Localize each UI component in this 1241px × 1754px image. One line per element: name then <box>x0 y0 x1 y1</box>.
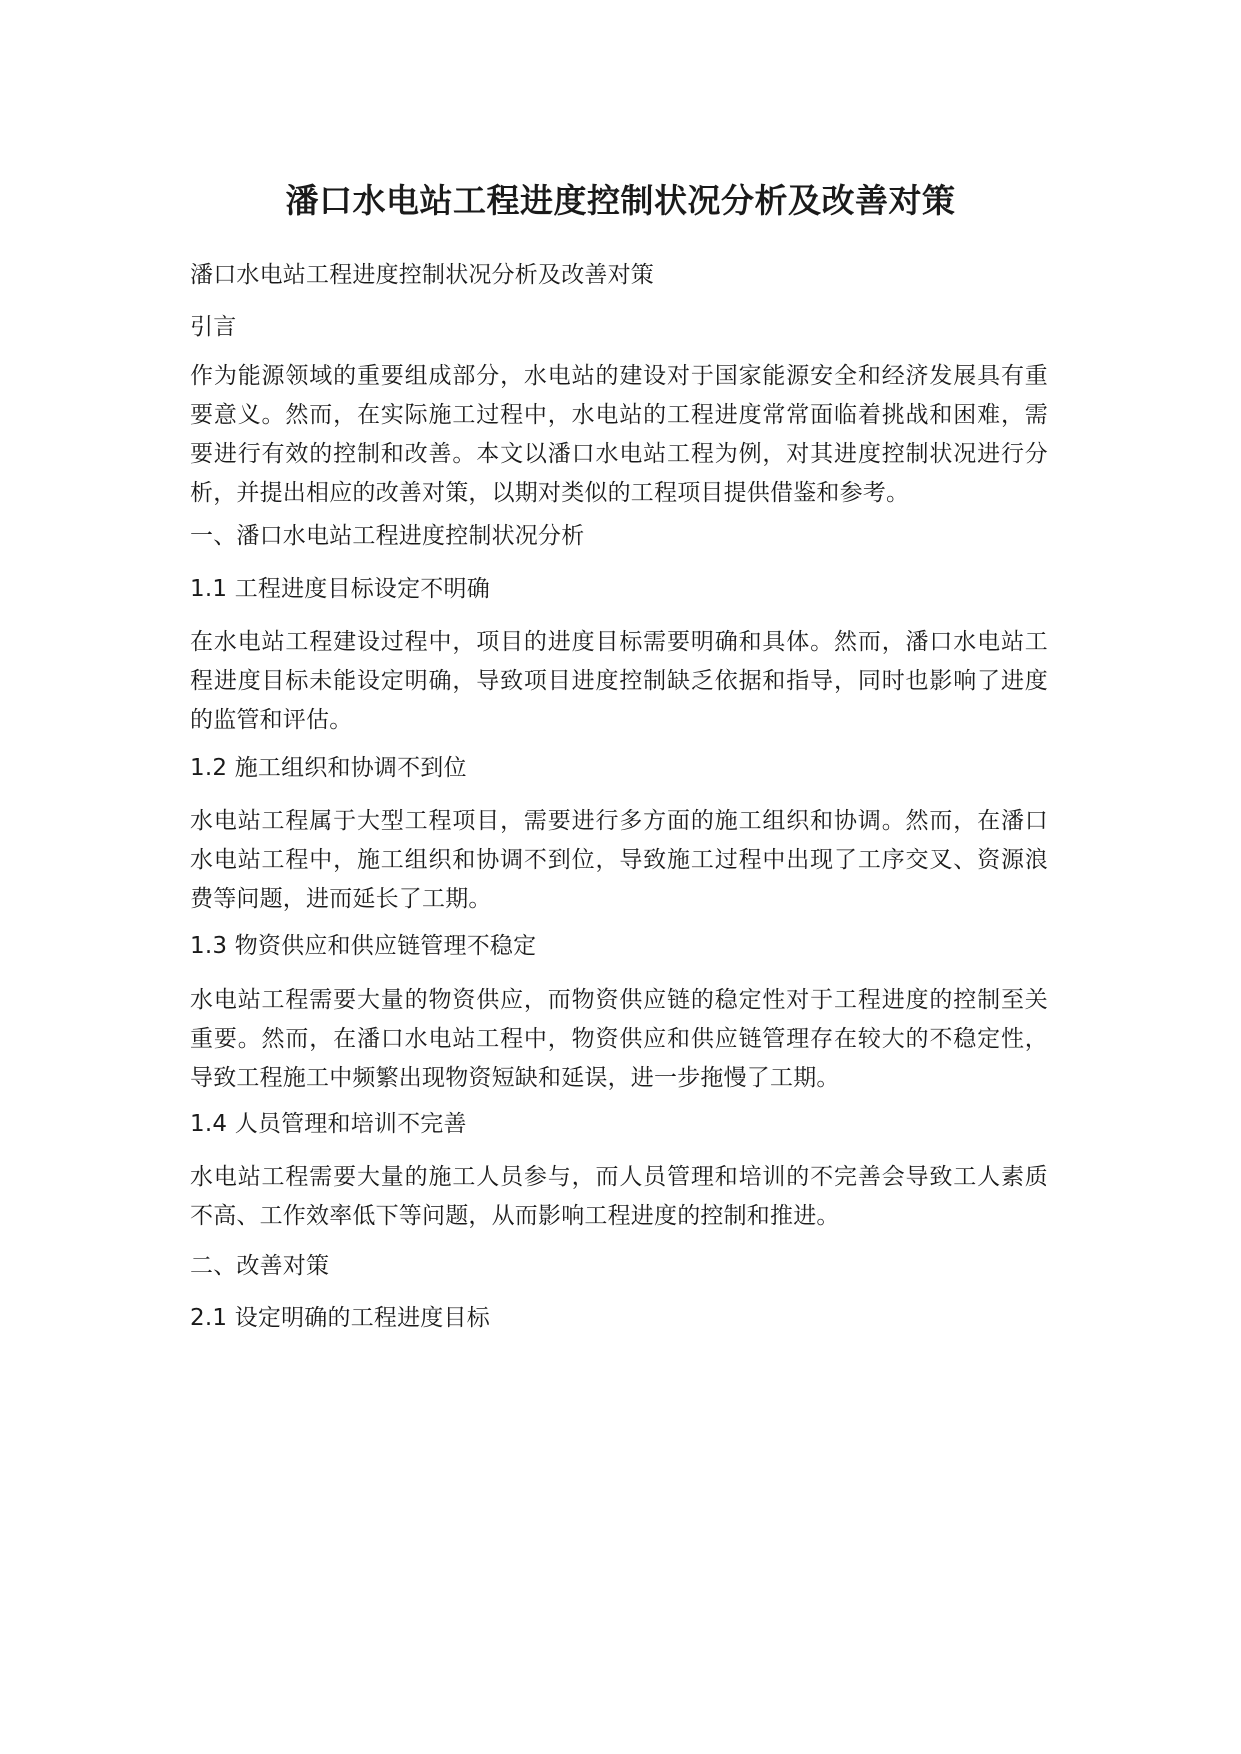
section-1-1-paragraph: 在水电站工程建设过程中，项目的进度目标需要明确和具体。然而，潘口水电站工程进度目标未能设定明确，导致项目进度控制缺乏依据和指导，同时也影响了进度的监管和评估。 <box>190 629 1048 733</box>
section-1-heading: 一、潘口水电站工程进度控制状况分析 <box>190 523 585 549</box>
section-1-2-paragraph: 水电站工程属于大型工程项目，需要进行多方面的施工组织和协调。然而，在潘口水电站工程中，施工组织和协调不到位，导致施工过程中出现了工序交叉、资源浪费等问题，进而延长了工期。 <box>190 808 1048 912</box>
document-subtitle: 潘口水电站工程进度控制状况分析及改善对策 <box>190 262 654 288</box>
section-1-4-heading: 1.4 人员管理和培训不完善 <box>190 1111 467 1137</box>
section-2-1-heading: 2.1 设定明确的工程进度目标 <box>190 1305 490 1331</box>
intro-paragraph: 作为能源领域的重要组成部分，水电站的建设对于国家能源安全和经济发展具有重要意义。然而，在实际施工过程中，水电站的工程进度常常面临着挑战和困难，需要进行有效的控制和改善。本文以潘口水电站工程为例，对其进度控制状况进行分析，并提出相应的改善对策，以期对类似的工程项目提供借鉴和参考。 <box>190 363 1048 506</box>
section-1-4-paragraph: 水电站工程需要大量的施工人员参与，而人员管理和培训的不完善会导致工人素质不高、工作效率低下等问题，从而影响工程进度的控制和推进。 <box>190 1164 1048 1229</box>
section-1-3-heading: 1.3 物资供应和供应链管理不稳定 <box>190 933 537 959</box>
section-1-3-paragraph: 水电站工程需要大量的物资供应，而物资供应链的稳定性对于工程进度的控制至关重要。然而，在潘口水电站工程中，物资供应和供应链管理存在较大的不稳定性，导致工程施工中频繁出现物资短缺和延误，进一步拖慢了工期。 <box>190 987 1048 1091</box>
section-1-1-heading: 1.1 工程进度目标设定不明确 <box>190 576 490 602</box>
intro-heading: 引言 <box>190 314 237 340</box>
section-2-heading: 二、改善对策 <box>190 1253 330 1279</box>
document-title: 潘口水电站工程进度控制状况分析及改善对策 <box>285 181 956 220</box>
section-1-2-heading: 1.2 施工组织和协调不到位 <box>190 755 467 781</box>
